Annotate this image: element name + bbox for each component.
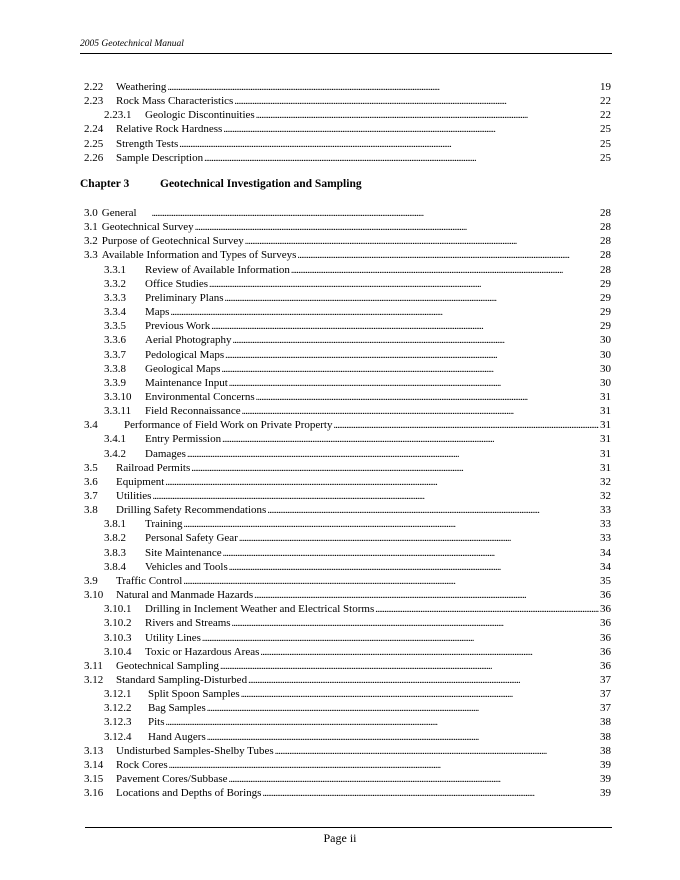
toc-dot-leader <box>152 206 599 221</box>
toc-entry-number: 3.13 <box>84 744 104 757</box>
toc-entry-page: 30 <box>600 334 611 347</box>
toc-dot-leader <box>183 574 599 589</box>
toc-entry-title: Environmental Concerns <box>145 390 255 403</box>
toc-entry-number: 3.3.9 <box>104 376 126 389</box>
toc-entry[interactable] <box>80 80 611 94</box>
toc-entry-title: Natural and Manmade Hazards <box>116 589 254 602</box>
toc-entry-page: 37 <box>600 702 611 715</box>
toc-dot-leader <box>223 122 599 137</box>
toc-entry-number: 3.3.10 <box>104 390 132 403</box>
toc-dot-leader <box>267 503 599 518</box>
toc-entry-title: Damages <box>145 447 186 460</box>
toc-entry[interactable] <box>80 206 611 220</box>
toc-entry[interactable] <box>80 659 611 673</box>
toc-entry-page: 28 <box>600 207 611 219</box>
toc-entry-title: Maintenance Input <box>145 376 228 389</box>
toc-entry[interactable] <box>80 517 611 531</box>
toc-entry-page: 31 <box>600 461 611 474</box>
page-number: Page ii <box>323 831 357 845</box>
toc-entry-page: 30 <box>600 376 611 389</box>
toc-entry-page: 36 <box>600 631 611 644</box>
toc-entry-number: 3.8.4 <box>104 560 126 573</box>
footer-rule <box>85 827 612 828</box>
toc-dot-leader <box>229 772 599 787</box>
toc-entry-page: 36 <box>600 589 611 602</box>
toc-entry-page: 37 <box>600 688 611 701</box>
toc-entry[interactable] <box>80 560 611 574</box>
toc-entry-page: 39 <box>600 758 611 771</box>
toc-entry[interactable] <box>80 122 611 136</box>
toc-entry[interactable] <box>80 475 611 489</box>
toc-entry[interactable] <box>80 730 611 744</box>
toc-entry-page: 19 <box>600 81 611 93</box>
toc-dot-leader <box>221 362 599 377</box>
toc-entry[interactable] <box>80 447 611 461</box>
toc-entry-title: Utilities <box>116 490 152 502</box>
toc-entry-number: 3.8 <box>84 504 98 517</box>
toc-entry-title: Drilling Safety Recommendations <box>116 504 267 517</box>
toc-dot-leader <box>256 390 599 405</box>
running-header: 2005 Geotechnical Manual <box>80 39 184 49</box>
toc-entry[interactable] <box>80 616 611 630</box>
toc-entry-title: Utility Lines <box>145 631 201 644</box>
toc-entry-page: 38 <box>600 716 611 729</box>
toc-entry-title: Vehicles and Tools <box>145 560 228 573</box>
toc-entry-number: 3.3.11 <box>104 405 132 418</box>
toc-dot-leader <box>333 418 599 433</box>
toc-entry[interactable] <box>80 220 611 234</box>
toc-dot-leader <box>262 786 599 801</box>
toc-entry[interactable] <box>80 503 611 517</box>
toc-entry-number: 3.12.4 <box>104 730 132 743</box>
toc-entry[interactable] <box>80 432 611 446</box>
toc-entry-number: 3.15 <box>84 773 104 785</box>
toc-entry-title: Undisturbed Samples-Shelby Tubes <box>116 744 274 757</box>
toc-entry[interactable] <box>80 263 611 277</box>
toc-dot-leader <box>245 234 599 249</box>
toc-entry-title: Geologic Discontinuities <box>145 109 255 122</box>
toc-entry-page: 36 <box>600 659 611 672</box>
toc-entry-title: Training <box>145 518 183 531</box>
toc-entry[interactable] <box>80 234 611 248</box>
toc-entry-number: 2.23.1 <box>104 109 132 122</box>
toc-entry-page: 34 <box>600 546 611 559</box>
toc-entry-page: 29 <box>600 291 611 304</box>
toc-entry-number: 3.12 <box>84 673 104 686</box>
toc-dot-leader <box>170 305 599 320</box>
toc-dot-leader <box>167 80 599 95</box>
toc-entry-title: Strength Tests <box>116 137 179 150</box>
toc-entry-number: 3.3.8 <box>104 362 126 375</box>
toc-dot-leader <box>184 517 600 532</box>
toc-entry[interactable] <box>80 744 611 758</box>
toc-entry-page: 36 <box>600 603 611 616</box>
toc-entry-title: Performance of Field Work on Private Property <box>124 419 333 432</box>
toc-entry-title: Field Reconnaissance <box>145 405 241 418</box>
toc-dot-leader <box>225 291 599 306</box>
toc-dot-leader <box>232 333 599 348</box>
toc-entry-page: 29 <box>600 320 611 333</box>
toc-dot-leader <box>248 673 599 688</box>
toc-dot-leader <box>222 432 599 447</box>
toc-entry-title: Rivers and Streams <box>145 617 231 630</box>
toc-dot-leader <box>297 248 599 263</box>
toc-entry[interactable] <box>80 404 611 418</box>
toc-entry-page: 39 <box>600 787 611 800</box>
toc-entry-number: 3.0 <box>84 207 98 219</box>
toc-entry-number: 3.4 <box>84 419 98 432</box>
toc-dot-leader <box>202 631 599 646</box>
chapter-label: Chapter 3 <box>80 178 130 190</box>
chapter-title: Geotechnical Investigation and Sampling <box>160 178 362 190</box>
toc-dot-leader <box>166 715 599 730</box>
toc-entry-page: 31 <box>600 419 611 432</box>
toc-entry-page: 33 <box>600 518 611 531</box>
toc-entry-title: Weathering <box>116 81 167 93</box>
toc-entry-number: 3.10 <box>84 589 104 602</box>
toc-dot-leader <box>242 404 599 419</box>
toc-entry[interactable] <box>80 137 611 151</box>
toc-dot-leader <box>169 758 599 773</box>
toc-entry-number: 3.12.2 <box>104 702 132 715</box>
toc-entry-title: Rock Cores <box>116 758 168 771</box>
toc-entry-page: 31 <box>600 447 611 460</box>
toc-entry[interactable] <box>80 108 611 122</box>
toc-dot-leader <box>229 560 599 575</box>
toc-entry-title: Bag Samples <box>148 702 206 715</box>
toc-entry-page: 37 <box>600 673 611 686</box>
toc-entry-page: 31 <box>600 390 611 403</box>
toc-entry-number: 3.3.1 <box>104 263 126 276</box>
toc-entry[interactable] <box>80 489 611 503</box>
toc-entry-number: 3.10.4 <box>104 645 132 658</box>
toc-entry-title: Pedological Maps <box>145 348 225 361</box>
toc-entry-number: 3.10.2 <box>104 617 132 630</box>
toc-entry[interactable] <box>80 390 611 404</box>
toc-entry-number: 3.16 <box>84 787 104 800</box>
toc-dot-leader <box>195 220 599 235</box>
toc-entry[interactable] <box>80 531 611 545</box>
toc-entry-page: 39 <box>600 773 611 785</box>
toc-entry[interactable] <box>80 574 611 588</box>
toc-entry-number: 3.2 <box>84 235 98 248</box>
toc-entry-number: 2.24 <box>84 123 104 136</box>
toc-entry-number: 3.14 <box>84 758 104 771</box>
toc-entry[interactable] <box>80 546 611 560</box>
toc-dot-leader <box>211 319 599 334</box>
toc-dot-leader <box>165 475 599 490</box>
toc-entry-title: Hand Augers <box>148 730 206 743</box>
toc-entry-number: 3.4.1 <box>104 433 126 446</box>
toc-dot-leader <box>187 447 599 462</box>
toc-entry[interactable] <box>80 418 611 432</box>
toc-dot-leader <box>207 701 599 716</box>
toc-dot-leader <box>254 588 599 603</box>
toc-entry[interactable] <box>80 291 611 305</box>
toc-entry-number: 3.3.5 <box>104 320 126 333</box>
toc-entry[interactable] <box>80 333 611 347</box>
toc-entry-title: General <box>101 207 137 219</box>
toc-entry-number: 3.10.3 <box>104 631 132 644</box>
toc-entry-number: 3.3.4 <box>104 306 126 319</box>
toc-entry-number: 3.8.1 <box>104 518 126 531</box>
toc-entry-page: 29 <box>600 277 611 290</box>
toc-entry-number: 2.22 <box>84 81 104 93</box>
toc-dot-leader <box>209 277 599 292</box>
toc-entry-title: Traffic Control <box>116 574 183 587</box>
toc-dot-leader <box>260 645 599 660</box>
header-rule <box>80 53 612 54</box>
toc-entry[interactable] <box>80 348 611 362</box>
toc-entry-number: 3.3.6 <box>104 334 126 347</box>
toc-entry-page: 25 <box>600 137 611 150</box>
toc-dot-leader <box>152 489 599 504</box>
toc-entry-title: Pavement Cores/Subbase <box>116 773 228 785</box>
toc-entry-number: 3.3.3 <box>104 291 126 304</box>
toc-entry-page: 36 <box>600 645 611 658</box>
toc-entry-number: 3.9 <box>84 574 98 587</box>
toc-entry-title: Split Spoon Samples <box>148 688 240 701</box>
chapter-heading <box>80 178 362 190</box>
toc-entry-title: Review of Available Information <box>145 263 290 276</box>
toc-entry-page: 28 <box>600 249 611 262</box>
toc-dot-leader <box>220 659 599 674</box>
toc-dot-leader <box>191 461 599 476</box>
toc-entry-title: Locations and Depths of Borings <box>116 787 262 800</box>
toc-entry-title: Aerial Photography <box>145 334 232 347</box>
toc-dot-leader <box>239 531 599 546</box>
toc-entry-page: 38 <box>600 730 611 743</box>
toc-entry-title: Maps <box>145 306 170 319</box>
toc-entry[interactable] <box>80 277 611 291</box>
toc-entry-page: 36 <box>600 617 611 630</box>
toc-entry-number: 2.23 <box>84 95 104 108</box>
toc-entry-number: 3.7 <box>84 490 98 502</box>
toc-entry-number: 3.12.1 <box>104 688 132 701</box>
toc-entry-title: Equipment <box>116 475 165 488</box>
toc-entry[interactable] <box>80 758 611 772</box>
toc-entry-number: 3.3 <box>84 249 98 262</box>
toc-dot-leader <box>229 376 599 391</box>
toc-entry-page: 35 <box>600 574 611 587</box>
toc-entry-number: 3.8.3 <box>104 546 126 559</box>
toc-dot-leader <box>375 602 599 617</box>
toc-entry-title: Drilling in Inclement Weather and Electrical Storms <box>145 603 375 616</box>
toc-entry-number: 3.8.2 <box>104 532 126 545</box>
toc-entry[interactable] <box>80 461 611 475</box>
toc-entry[interactable] <box>80 376 611 390</box>
toc-entry[interactable] <box>80 151 611 165</box>
toc-entry-number: 3.3.7 <box>104 348 126 361</box>
toc-entry-title: Previous Work <box>145 320 211 333</box>
toc-entry-page: 25 <box>600 151 611 164</box>
toc-entry-page: 32 <box>600 475 611 488</box>
toc-entry-title: Geotechnical Survey <box>101 221 194 234</box>
toc-entry-title: Geological Maps <box>145 362 221 375</box>
toc-entry[interactable] <box>80 701 611 715</box>
toc-entry[interactable] <box>80 602 611 616</box>
toc-entry[interactable] <box>80 772 611 786</box>
toc-entry-number: 3.5 <box>84 461 98 474</box>
toc-entry-title: Rock Mass Characteristics <box>116 95 234 108</box>
toc-entry-title: Available Information and Types of Surveys <box>101 249 297 262</box>
toc-entry-page: 30 <box>600 362 611 375</box>
toc-entry-page: 31 <box>600 433 611 446</box>
toc-entry-page: 30 <box>600 348 611 361</box>
toc-entry-page: 25 <box>600 123 611 136</box>
toc-entry-title: Personal Safety Gear <box>145 532 238 545</box>
toc-dot-leader <box>275 744 599 759</box>
toc-entry-number: 2.26 <box>84 151 104 164</box>
toc-entry-page: 33 <box>600 504 611 517</box>
toc-dot-leader <box>241 687 599 702</box>
toc-entry-number: 3.4.2 <box>104 447 126 460</box>
toc-entry-page: 33 <box>600 532 611 545</box>
toc-entry-number: 3.1 <box>84 221 98 234</box>
toc-dot-leader <box>291 263 599 278</box>
toc-dot-leader <box>234 94 599 109</box>
toc-entry-page: 32 <box>600 490 611 502</box>
toc-entry-page: 22 <box>600 95 611 108</box>
toc-dot-leader <box>179 137 599 152</box>
toc-entry-title: Site Maintenance <box>145 546 222 559</box>
toc-entry[interactable] <box>80 715 611 729</box>
toc-entry-title: Relative Rock Hardness <box>116 123 223 136</box>
toc-entry-title: Purpose of Geotechnical Survey <box>101 235 244 248</box>
toc-entry-title: Standard Sampling-Disturbed <box>116 673 248 686</box>
toc-entry-page: 31 <box>600 405 611 418</box>
toc-entry[interactable] <box>80 94 611 108</box>
toc-entry-page: 38 <box>600 744 611 757</box>
toc-entry-title: Railroad Permits <box>116 461 191 474</box>
toc-dot-leader <box>223 546 599 561</box>
toc-entry-number: 3.3.2 <box>104 277 126 290</box>
toc-entry[interactable] <box>80 319 611 333</box>
toc-entry[interactable] <box>80 786 611 800</box>
toc-entry-title: Preliminary Plans <box>145 291 224 304</box>
toc-entry-title: Office Studies <box>145 277 209 290</box>
toc-entry-title: Pits <box>148 716 165 729</box>
toc-entry-page: 28 <box>600 263 611 276</box>
toc-entry-number: 3.6 <box>84 475 98 488</box>
toc-entry-title: Sample Description <box>116 151 204 164</box>
toc-entry-number: 2.25 <box>84 137 104 150</box>
toc-dot-leader <box>225 348 599 363</box>
toc-entry[interactable] <box>80 362 611 376</box>
toc-entry[interactable] <box>80 588 611 602</box>
toc-entry[interactable] <box>80 645 611 659</box>
toc-dot-leader <box>256 108 599 123</box>
toc-entry-page: 22 <box>600 109 611 122</box>
toc-entry-page: 34 <box>600 560 611 573</box>
toc-dot-leader <box>232 616 599 631</box>
toc-entry-number: 3.11 <box>84 659 103 672</box>
toc-entry-number: 3.10.1 <box>104 603 132 616</box>
toc-dot-leader <box>204 151 599 166</box>
toc-entry[interactable] <box>80 631 611 645</box>
toc-entry-title: Toxic or Hazardous Areas <box>145 645 260 658</box>
toc-entry[interactable] <box>80 305 611 319</box>
toc-entry-title: Entry Permission <box>145 433 222 446</box>
toc-entry-number: 3.12.3 <box>104 716 132 729</box>
toc-entry-page: 28 <box>600 235 611 248</box>
toc-entry[interactable] <box>80 673 611 687</box>
toc-entry-page: 29 <box>600 306 611 319</box>
toc-entry[interactable] <box>80 248 611 262</box>
toc-entry-title: Geotechnical Sampling <box>116 659 219 672</box>
toc-entry-page: 28 <box>600 221 611 234</box>
toc-dot-leader <box>207 730 599 745</box>
toc-entry[interactable] <box>80 687 611 701</box>
